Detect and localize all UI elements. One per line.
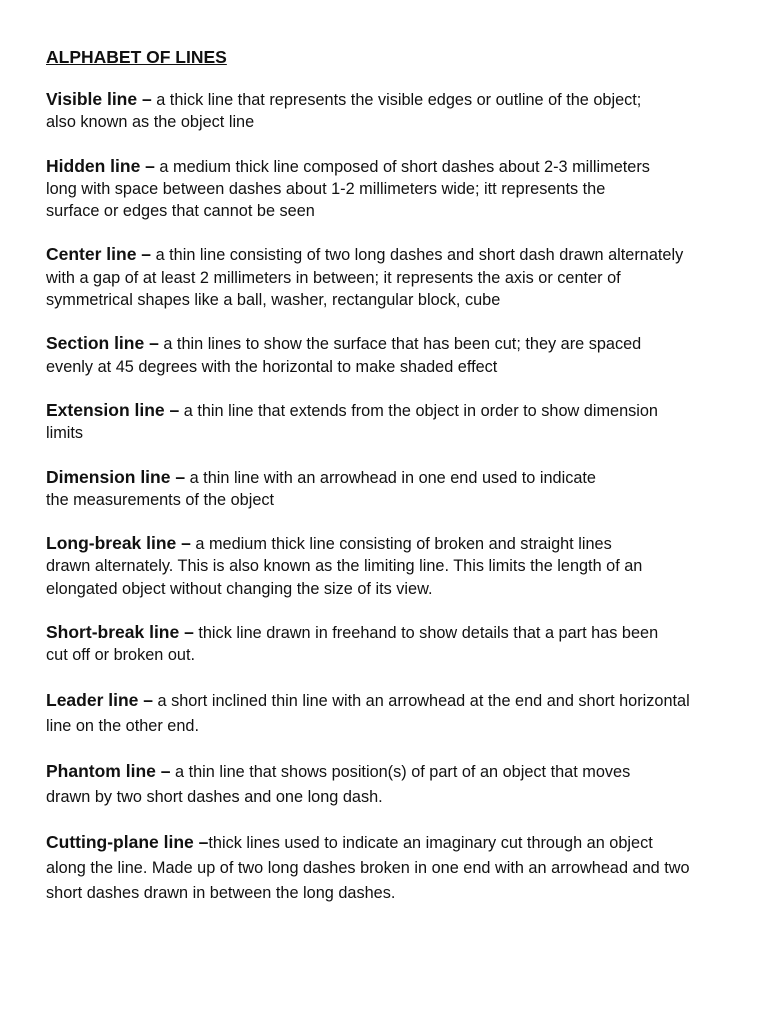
term-short-break-line: Short-break line –	[46, 622, 194, 643]
entry-leader-line	[46, 688, 706, 739]
definition-short-break-line: thick line drawn in freehand to show details that a part has been cut off or broken out.	[46, 624, 659, 665]
entry-long-break-line	[46, 532, 656, 600]
term-hidden-line: Hidden line –	[46, 155, 155, 176]
term-phantom-line: Phantom line –	[46, 760, 171, 781]
entry-hidden-line	[46, 155, 656, 223]
document-title: ALPHABET OF LINES	[46, 47, 227, 67]
entry-cutting-plane-line	[46, 830, 696, 906]
entry-visible-line	[46, 88, 646, 134]
term-extension-line: Extension line –	[46, 399, 180, 420]
entry-center-line	[46, 243, 696, 311]
definition-long-break-line: a medium thick line consisting of broken and straight lines drawn alternately. This is also known as the limiting line. This limits the length of an elongated object without changing the size of its view.	[46, 535, 643, 598]
definition-section-line: a thin lines to show the surface that has been cut; they are spaced evenly at 45 degrees with the horizontal to make shaded effect	[46, 335, 642, 376]
term-section-line: Section line –	[46, 333, 159, 354]
definition-extension-line: a thin line that extends from the object in order to show dimension limits	[46, 401, 658, 443]
definition-cutting-plane-line: thick lines used to indicate an imaginary cut through an object along the line. Made up of two long dashes broken in one end with an arrowhead and two short dashes drawn in between the long dashes.	[46, 833, 690, 902]
definition-leader-line: a short inclined thin line with an arrowhead at the end and short horizontal line on the other end.	[46, 691, 690, 735]
entry-short-break-line	[46, 621, 676, 667]
term-leader-line: Leader line –	[46, 689, 153, 710]
definition-center-line: a thin line consisting of two long dashes and short dash drawn alternately with a gap of at least 2 millimeters in between; it represents the axis or center of symmetrical shapes like a ball, washer, rectangular block, cube	[46, 246, 684, 310]
entry-section-line	[46, 332, 676, 378]
definition-dimension-line: a thin line with an arrowhead in one end used to indicate the measurements of the object	[46, 468, 596, 509]
term-long-break-line: Long-break line –	[46, 533, 191, 554]
definition-hidden-line: a medium thick line composed of short dashes about 2-3 millimeters long with space between dashes about 1-2 millimeters wide; itt represents the surface or edges that cannot be seen	[46, 157, 650, 221]
document-page	[46, 46, 736, 926]
term-center-line: Center line –	[46, 244, 152, 265]
entry-dimension-line	[46, 466, 616, 512]
term-dimension-line: Dimension line –	[46, 466, 186, 487]
entry-phantom-line	[46, 759, 666, 810]
definition-visible-line: a thick line that represents the visible edges or outline of the object; also known as the object line	[46, 91, 642, 132]
entry-extension-line	[46, 399, 676, 445]
term-cutting-plane-line: Cutting-plane line –	[46, 831, 209, 852]
definition-phantom-line: a thin line that shows position(s) of part of an object that moves drawn by two short dashes and one long dash.	[46, 762, 631, 806]
term-visible-line: Visible line –	[46, 89, 152, 109]
